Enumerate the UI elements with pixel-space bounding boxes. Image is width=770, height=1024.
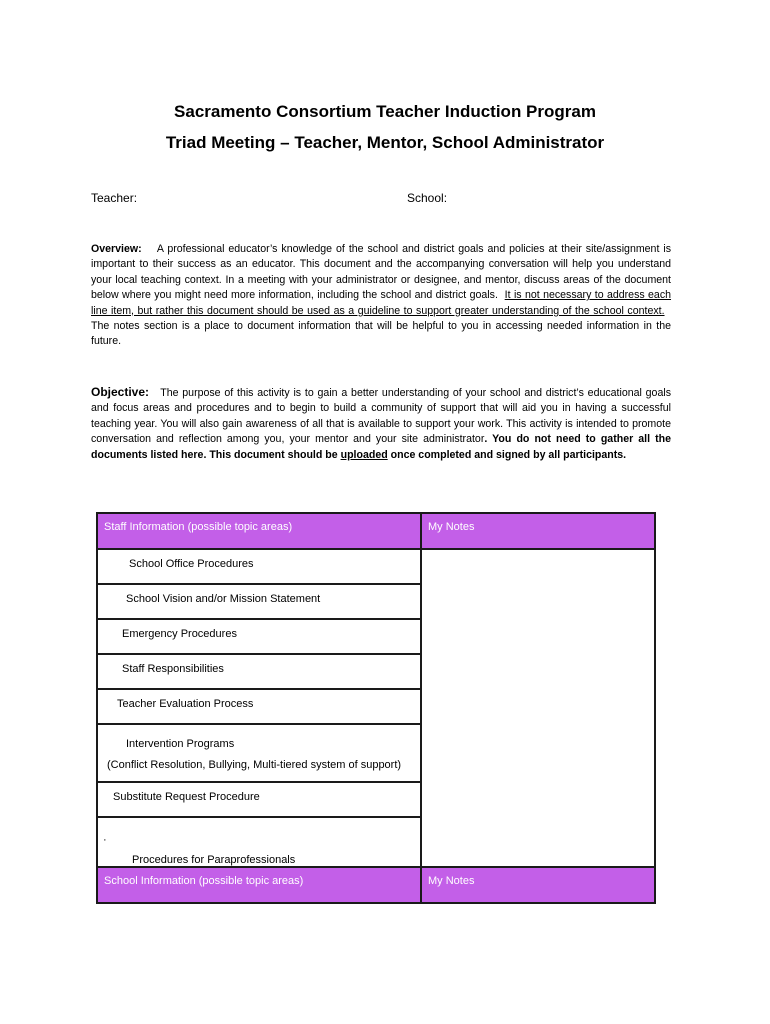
objective-uploaded-text: uploaded bbox=[340, 448, 388, 461]
overview-underlined-text: It is not necessary to address each line item, but rather this document should be used as a guideline to support greater understanding of the school context. bbox=[91, 289, 672, 317]
topic-cell: School Office Procedures bbox=[97, 549, 421, 584]
topic-cell: Substitute Request Procedure bbox=[97, 782, 421, 817]
document-subtitle: Triad Meeting – Teacher, Mentor, School Administrator bbox=[165, 133, 605, 152]
topic-cell: Staff Responsibilities bbox=[97, 654, 421, 689]
topic-cell: Teacher Evaluation Process bbox=[97, 689, 421, 724]
objective-bold-text-2: once completed and signed by all participants. bbox=[390, 448, 627, 461]
objective-heading: Objective: bbox=[91, 385, 150, 399]
notes-cell[interactable] bbox=[421, 549, 655, 867]
overview-text: A professional educator’s knowledge of the school and district goals and policies at their site/assignment is important to their success as an educator. This document and the accompanying conversation will help you understand your local teaching context. In a meeting with your administrator or designee, and mentor, discuss areas of the document below where you might need more information, including the school and district goals. bbox=[91, 243, 671, 302]
document-title: Sacramento Consortium Teacher Induction Program bbox=[174, 102, 596, 121]
topic-cell: · Procedures for Paraprofessionals bbox=[97, 817, 421, 867]
objective-text: The purpose of this activity is to gain a better understanding of your school and district’s educational goals and focus areas and procedures and to begin to build a community of support that will aid you in having a successful teaching year. You will also gain awareness of all that is available to support your work. This activity is intended to promote conversation and reflection among you, your mentor and your site administrator bbox=[91, 387, 671, 446]
teacher-label: Teacher: bbox=[91, 191, 138, 205]
overview-notes-text: The notes section is a place to document information that will be helpful to you in accessing needed information in the future. bbox=[91, 320, 671, 348]
my-notes-header: My Notes bbox=[421, 513, 655, 549]
school-info-header: School Information (possible topic areas) bbox=[97, 867, 421, 903]
overview-paragraph bbox=[91, 242, 671, 350]
school-header-row bbox=[97, 867, 655, 903]
table-row bbox=[97, 549, 655, 584]
school-label: School: bbox=[407, 191, 448, 205]
topics-table bbox=[96, 512, 656, 904]
bullet-mark: · bbox=[103, 834, 107, 846]
staff-info-header: Staff Information (possible topic areas) bbox=[97, 513, 421, 549]
my-notes-header-2: My Notes bbox=[421, 867, 655, 903]
topic-cell: School Vision and/or Mission Statement bbox=[97, 584, 421, 619]
objective-paragraph bbox=[91, 385, 671, 463]
staff-header-row bbox=[97, 513, 655, 549]
topic-cell: Intervention Programs (Conflict Resolution, Bullying, Multi-tiered system of support) bbox=[97, 724, 421, 782]
overview-heading: Overview: bbox=[91, 243, 142, 255]
objective-bold-text: . You do not need to gather all the documents listed here. This document should be bbox=[91, 433, 671, 461]
topic-cell: Emergency Procedures bbox=[97, 619, 421, 654]
